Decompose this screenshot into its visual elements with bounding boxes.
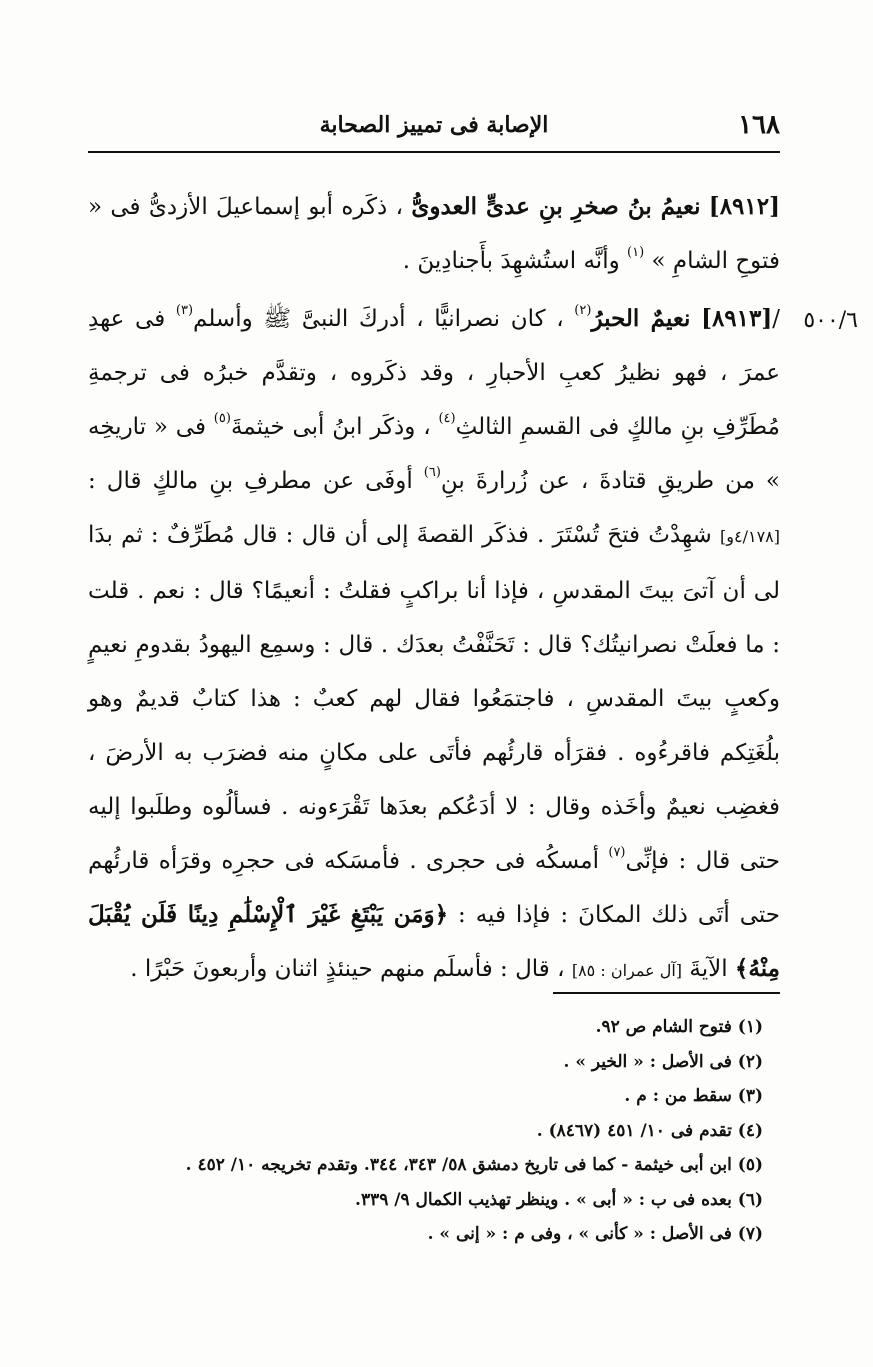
entry-text: فى عهدِ عمرَ ، فهو نظيرُ كعبِ الأحبارِ ، وقد ذكَروه ، وتقدَّم خبرُه فى ترجمةِ مُطَرِّفِ بنِ مالكٍ فى القسمِ الثالثِ (88, 306, 780, 440)
footnote: (٧) فى الأصل : « كأنى » ، وفى م : « إنى » . (427, 1224, 763, 1244)
footnote-marker: (٦) (423, 465, 441, 480)
entry-text: وأنَّه استُشهِدَ بأَجنادِينَ . (402, 248, 620, 274)
page-number: ١٦٨ (738, 110, 780, 140)
footnote-rule (553, 992, 780, 994)
footnote: (٦) بعده فى ب : « أبى » . وينظر تهذيب الكمال ٩/ ٣٣٩. (355, 1189, 763, 1210)
volume-reference: [٤/١٧٨و] (720, 527, 780, 546)
running-header (88, 108, 780, 148)
footnote: (٤) تقدم فى ١٠/ ٤٥١ (٨٤٦٧) . (536, 1120, 763, 1141)
footnote-marker: (٣) (175, 303, 194, 318)
entry-text: أوفَى عن مطرفِ بنِ مالكٍ قال : (88, 468, 413, 494)
footnotes (88, 1010, 763, 1252)
entry-text: فى « تاريخِه » من طريقِ قتادةَ ، عن زُرارةَ بنِ (88, 414, 780, 494)
entry-text: ، وذكَر ابنُ أبى خيثمةَ (230, 414, 431, 440)
entry-text: شهِدْتُ فتحَ تُسْتَرَ . فذكَر القصةَ إلى أن قال : قال مُطَرِّفٌ : ثم بدَا لى أن آتىَ بيتَ المقدسِ ، فإذا أنا براكبٍ فقلتُ : أنعيمًا؟ قال : نعم . قلت : ما فعلَتْ نصرانيتُك؟ قال : تَحَنَّفْتُ بعدَك . قال : وسمِع اليهودُ بقدومِ نعيمٍ وكعبٍ بيتَ المقدسِ ، فاجتمَعُوا فقال لهم كعبٌ : هذا كتابٌ قديمٌ وهو بلُغَتِكم فاقرءُوه . فقرَأه قارئُهم فأتَى على مكانٍ منه فضرَب به الأرضَ ، فغضِب نعيمٌ وأخَذه وقال : لا أدَعُكم بعدَها تَقْرَءونه . فسألُوه وطلَبوا إليه حتى قال : فإنِّى (88, 522, 780, 874)
verse-reference: [آل عمران : ٨٥] (571, 961, 683, 980)
entry-8913 (88, 292, 780, 998)
footnote: (٣) سقط من : م . (624, 1086, 763, 1106)
entry-name: نعيمُ بنُ صخرِ بنِ عدىٍّ العدوىُّ (411, 193, 701, 220)
footnote-marker: (١) (627, 245, 645, 260)
entry-text: ، كان نصرانيًّا ، أدركَ النبىَّ ﷺ وأسلم (193, 306, 564, 332)
main-text (88, 180, 780, 998)
quran-verse: ﴿وَمَن يَبْتَغِ غَيْرَ ٱلْإِسْلَٰمِ دِينًا فَلَن يُقْبَلَ مِنْهُ﴾ (88, 901, 780, 982)
entry-number: [٨٩١٣] (701, 305, 773, 332)
entry-text: ، ذكَره أبو إسماعيلَ الأزدىُّ فى « فتوحِ الشامِ » (88, 194, 780, 274)
entry-number: [٨٩١٢] (708, 193, 780, 220)
entry-text: ، قال : فأسلَم منهم حينئذٍ اثنان وأربعونَ حَبْرًا . (130, 956, 565, 982)
entry-8912 (88, 180, 780, 288)
entry-text: الآيةَ (689, 956, 728, 982)
footnote: (٢) فى الأصل : « الخير » . (563, 1051, 763, 1072)
margin-reference: ٥٠٠/٦ (803, 308, 858, 333)
header-rule (88, 151, 780, 153)
footnote-marker: (٢) (574, 303, 592, 318)
footnote-marker: (٧) (608, 845, 626, 860)
manuscript-slash: / (772, 306, 781, 332)
running-title: الإصابة فى تمييز الصحابة (319, 112, 549, 138)
entry-name: نعيمٌ الحبرُ (591, 305, 691, 332)
footnote: (١) فتوح الشام ص ٩٢. (595, 1017, 763, 1037)
footnote: (٥) ابن أبى خيثمة - كما فى تاريخ دمشق ٥٨/ ٣٤٣، ٣٤٤. وتقدم تخريجه ١٠/ ٤٥٢ . (185, 1155, 763, 1175)
footnote-marker: (٥) (213, 411, 231, 426)
footnote-marker: (٤) (438, 411, 456, 426)
entry-text: أمسكُه فى حجرى . فأمسَكه فى حجرِه وقرَأه قارئُهم حتى أتَى ذلك المكانَ : فإذا فيه : (88, 848, 781, 928)
